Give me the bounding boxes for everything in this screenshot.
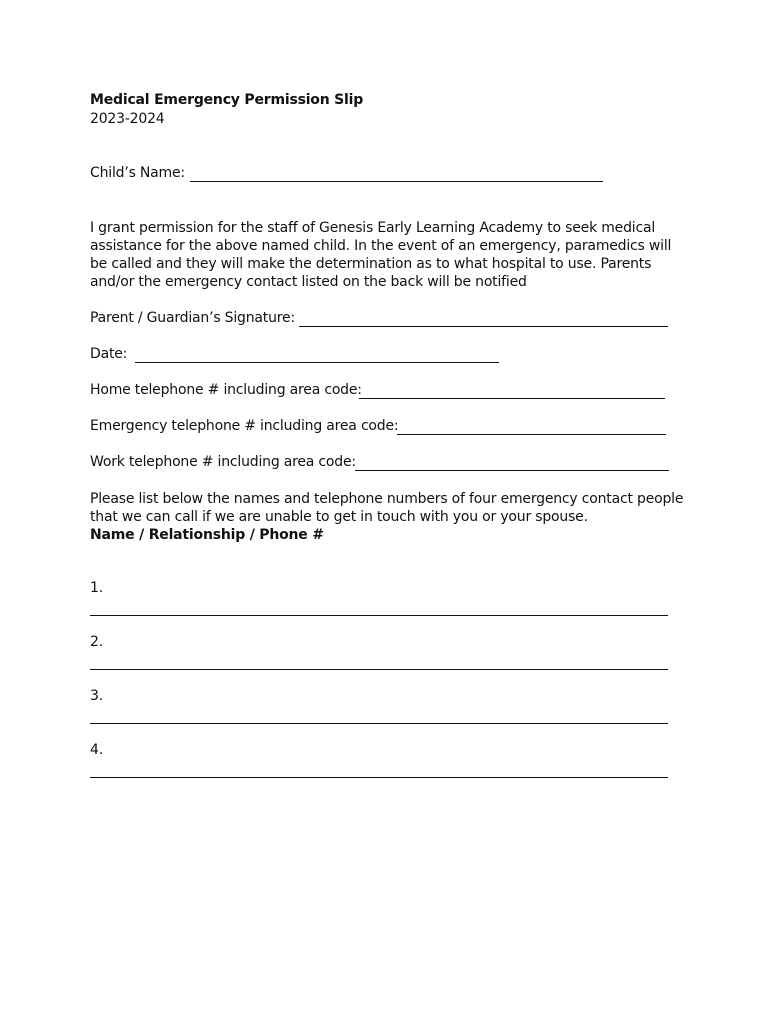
work-phone-field[interactable] <box>355 470 669 471</box>
contacts-column-headers: Name / Relationship / Phone # <box>90 527 324 543</box>
contact-row-4-field[interactable] <box>90 777 668 778</box>
contact-row-1-field[interactable] <box>90 615 668 616</box>
contact-row-3-field[interactable] <box>90 723 668 724</box>
contacts-instructions: Please list below the names and telephone numbers of four emergency contact people that we can call if we are unable to get in touch with you or your spouse. <box>90 491 684 525</box>
child-name-label: Child’s Name: <box>90 165 185 181</box>
signature-label: Parent / Guardian’s Signature: <box>90 310 295 326</box>
school-year: 2023-2024 <box>90 111 165 127</box>
child-name-field[interactable] <box>190 181 603 182</box>
work-phone-label: Work telephone # including area code: <box>90 454 356 470</box>
contact-row-number: 2. <box>90 634 103 650</box>
date-label: Date: <box>90 346 128 362</box>
contact-row-number: 4. <box>90 742 103 758</box>
contact-row-number: 1. <box>90 580 103 596</box>
emergency-phone-field[interactable] <box>397 434 666 435</box>
permission-statement: I grant permission for the staff of Genesis Early Learning Academy to seek medical assistance for the above named child. In the event of an emergency, paramedics will be called and they will make the determination as to what hospital to use. Parents and/or the emergency contact listed on the back will be notified <box>90 220 672 290</box>
emergency-phone-label: Emergency telephone # including area code: <box>90 418 399 434</box>
date-field[interactable] <box>135 362 499 363</box>
contact-row-number: 3. <box>90 688 103 704</box>
signature-field[interactable] <box>299 326 668 327</box>
home-phone-label: Home telephone # including area code: <box>90 382 362 398</box>
home-phone-field[interactable] <box>359 398 665 399</box>
contact-row-2-field[interactable] <box>90 669 668 670</box>
document-title: Medical Emergency Permission Slip <box>90 92 364 108</box>
